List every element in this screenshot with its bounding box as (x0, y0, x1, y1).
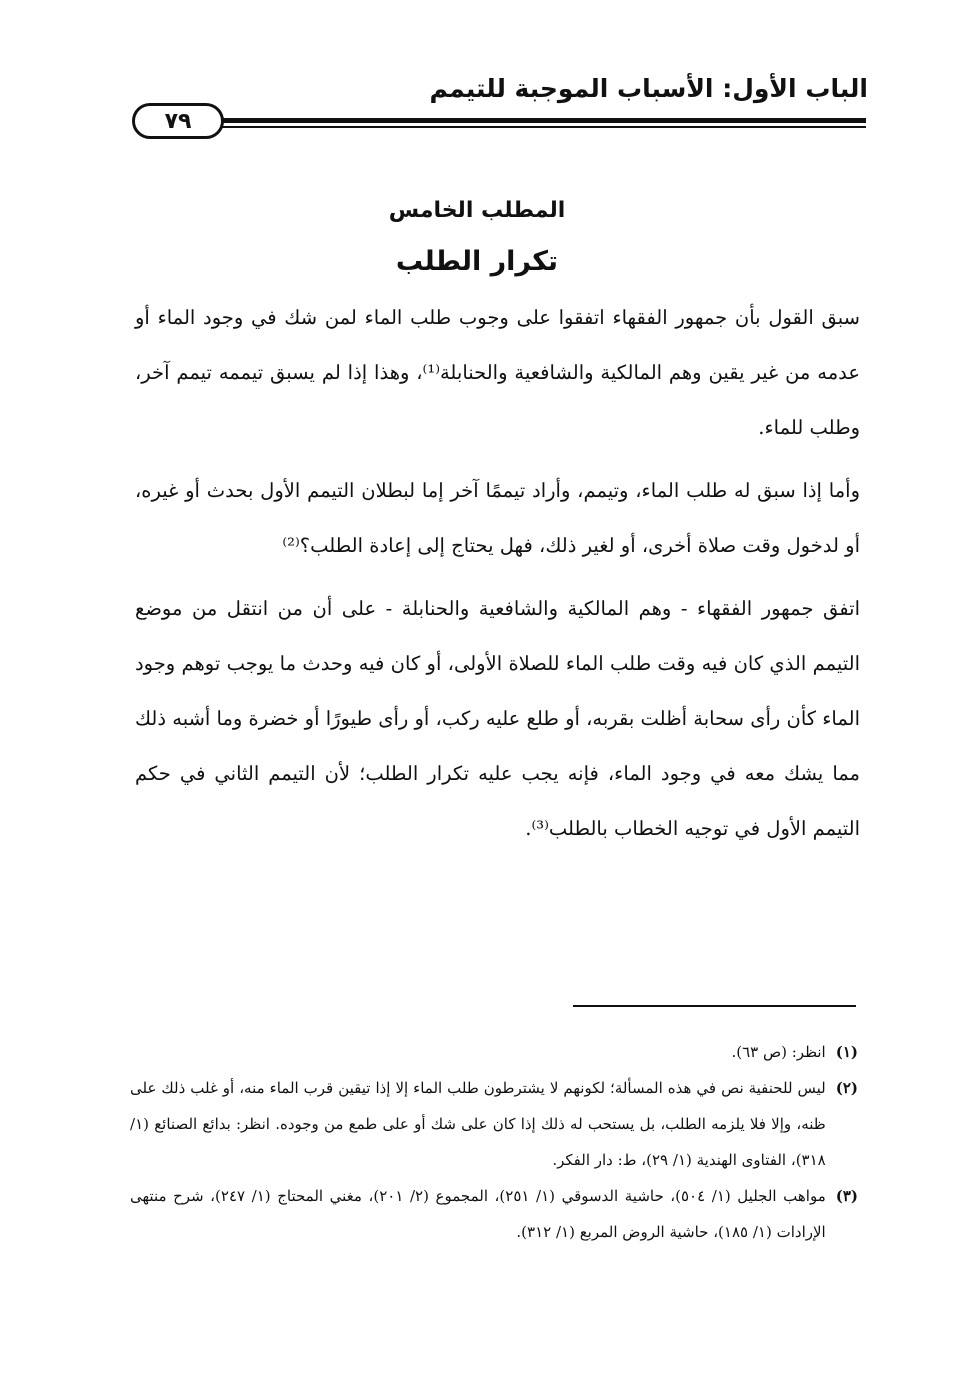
page-number: ٧٩ (132, 103, 224, 139)
footnote (130, 1070, 858, 1178)
running-header: الباب الأول: الأسباب الموجبة للتيمم (429, 74, 868, 103)
footnote-text: انظر: (ص ٦٣). (731, 1043, 826, 1061)
footnote (130, 1034, 858, 1070)
subsection-title: تكرار الطلب (395, 246, 559, 277)
section-title: المطلب الخامس (388, 198, 566, 223)
paragraph: سبق القول بأن جمهور الفقهاء اتفقوا على وجوب طلب الماء لمن شك في وجود الماء أو عدمه من غير يقين وهم المالكية والشافعية والحنابلة⁽¹⁾، وهذا إذا لم يسبق تيممه تيمم آخر، وطلب للماء. (135, 306, 861, 439)
footnote-number: (٢) (835, 1079, 858, 1097)
footnote-number: (٣) (835, 1187, 858, 1205)
footnote-text: مواهب الجليل (١/ ٥٠٤)، حاشية الدسوقي (١/ ٢٥١)، المجموع (٢/ ٢٠١)، مغني المحتاج (١/ ٢٤٧)، شرح منتهى الإرادات (١/ ١٨٥)، حاشية الروض المربع (١/ ٣١٢). (130, 1187, 826, 1241)
header-rule (208, 118, 866, 128)
paragraph: اتفق جمهور الفقهاء - وهم المالكية والشافعية والحنابلة - على أن من انتقل من موضع التيمم الذي كان فيه وقت طلب الماء للصلاة الأولى، أو كان فيه وحدث ما يوجب توهم وجود الماء كأن رأى سحابة أظلت بقربه، أو طلع عليه ركب، أو رأى طيورًا أو خضرة وما أشبه ذلك مما يشك معه في وجود الماء، فإنه يجب عليه تكرار الطلب؛ لأن التيمم الثاني في حكم التيمم الأول في توجيه الخطاب بالطلب⁽³⁾. (134, 597, 860, 840)
footnote-separator (573, 1005, 856, 1007)
paragraph: وأما إذا سبق له طلب الماء، وتيمم، وأراد تيممًا آخر إما لبطلان التيمم الأول بحدث أو غيره، أو لدخول وقت صلاة أخرى، أو لغير ذلك، فهل يحتاج إلى إعادة الطلب؟⁽²⁾ (135, 479, 860, 557)
footnote (130, 1178, 858, 1250)
footnotes (130, 1034, 858, 1250)
footnote-text: ليس للحنفية نص في هذه المسألة؛ لكونهم لا يشترطون طلب الماء إلا إذا تيقين قرب الماء منه، أو غلب ذلك على ظنه، وإلا فلا يلزمه الطلب، بل يستحب له ذلك إذا كان على شك أو على طمع من وجوده. انظر: بدائع الصنائع (١/ ٣١٨)، الفتاوى الهندية (١/ ٢٩)، ط: دار الفكر. (130, 1079, 826, 1169)
body-text (135, 290, 860, 864)
footnote-number: (١) (835, 1043, 858, 1061)
